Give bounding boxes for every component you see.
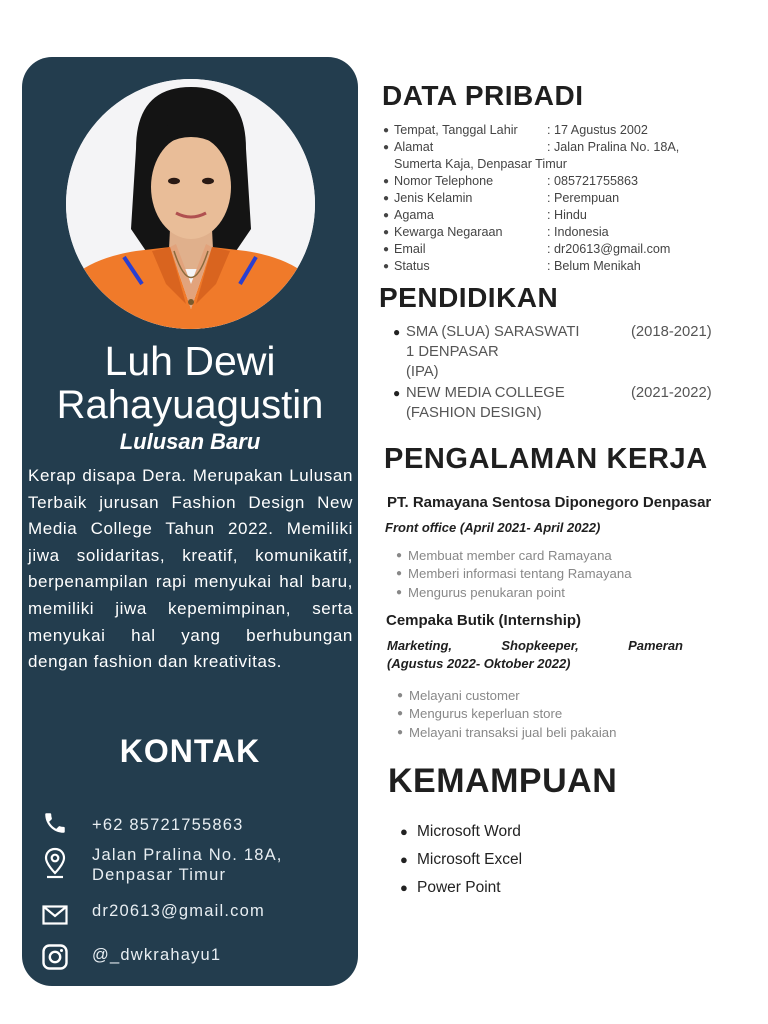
pendidikan-title: PENDIDIKAN bbox=[379, 282, 559, 313]
kemampuan-list bbox=[400, 818, 522, 902]
skill-item: ● Microsoft Excel bbox=[400, 851, 523, 868]
contact-instagram-text: @_dwkrahayu1 bbox=[92, 946, 222, 964]
contact-email-text: dr20613@gmail.com bbox=[92, 902, 265, 920]
contact-address-line2: Denpasar Timur bbox=[92, 866, 227, 884]
job1-role: Front office (April 2021- April 2022) bbox=[385, 520, 601, 535]
instagram-icon bbox=[40, 942, 70, 972]
task-item: ● Melayani transaksi jual beli pakaian bbox=[397, 724, 617, 740]
data-item: ● Nomor Telephone : 085721755863 bbox=[383, 174, 639, 188]
job2-company: Cempaka Butik (Internship) bbox=[386, 612, 582, 629]
pendidikan-list bbox=[393, 322, 733, 424]
data-pribadi-list bbox=[383, 122, 713, 275]
education-item: ● NEW MEDIA COLLEGE (FASHION DESIGN) (2021-2022) bbox=[393, 385, 712, 421]
education-years: (2021-2022) bbox=[631, 385, 712, 401]
contact-phone-text: +62 85721755863 bbox=[92, 816, 244, 834]
education-item: ● SMA (SLUA) SARASWATI 1 DENPASAR (IPA) (2018-2021) bbox=[393, 324, 712, 380]
name-last: Rahayuagustin bbox=[56, 383, 324, 427]
data-item: ● Alamat : Jalan Pralina No. 18A, Sumerta Kaja, Denpasar Timur bbox=[383, 140, 680, 171]
kontak-title: KONTAK bbox=[119, 733, 261, 769]
profile-subtitle: Lulusan Baru bbox=[119, 429, 261, 454]
data-item: ● Jenis Kelamin : Perempuan bbox=[383, 191, 620, 205]
data-item: ● Kewarga Negaraan : Indonesia bbox=[383, 225, 609, 239]
phone-icon bbox=[40, 808, 70, 838]
sidebar-panel bbox=[22, 57, 358, 986]
name-first: Luh Dewi bbox=[104, 338, 276, 384]
education-years: (2018-2021) bbox=[631, 324, 712, 340]
contact-address-line1: Jalan Pralina No. 18A, bbox=[92, 846, 283, 864]
contact-instagram bbox=[40, 942, 340, 986]
job2-tasks bbox=[397, 687, 616, 742]
data-item: ● Email : dr20613@gmail.com bbox=[383, 242, 671, 256]
portrait-illustration bbox=[66, 79, 315, 329]
job2-period: (Agustus 2022- Oktober 2022) bbox=[387, 656, 571, 671]
skill-item: ● Power Point bbox=[400, 879, 501, 896]
contact-address bbox=[40, 845, 340, 889]
task-item: ● Mengurus penukaran point bbox=[396, 584, 565, 600]
pengalaman-title: PENGALAMAN KERJA bbox=[384, 443, 708, 475]
data-pribadi-title: DATA PRIBADI bbox=[382, 80, 584, 111]
task-item: ● Membuat member card Ramayana bbox=[396, 548, 612, 563]
job1-tasks bbox=[396, 547, 632, 602]
task-item: ● Memberi informasi tentang Ramayana bbox=[396, 566, 632, 582]
map-pin-icon bbox=[40, 848, 70, 878]
task-item: ● Mengurus keperluan store bbox=[397, 706, 563, 722]
job1-company: PT. Ramayana Sentosa Diponegoro Denpasar bbox=[387, 494, 712, 511]
data-item: ● Tempat, Tanggal Lahir : 17 Agustus 2002 bbox=[383, 123, 648, 137]
data-item: ● Agama : Hindu bbox=[383, 208, 587, 222]
kemampuan-title: KEMAMPUAN bbox=[388, 762, 618, 800]
task-item: ● Melayani customer bbox=[397, 688, 520, 703]
profile-photo bbox=[66, 79, 315, 329]
mail-icon bbox=[40, 900, 70, 930]
skill-item: ● Microsoft Word bbox=[400, 823, 521, 840]
data-item: ● Status : Belum Menikah bbox=[383, 259, 641, 273]
job2-role: Marketing, Shopkeeper, Pameran bbox=[387, 638, 683, 653]
contact-email bbox=[40, 900, 340, 944]
profile-bio: Kerap disapa Dera. Merupakan Lulusan Terbaik jurusan Fashion Design New Media College Tahun 2022. Memiliki jiwa solidaritas, kreatif, komunikatif, berpenampilan rapi menyukai hal baru, memiliki jiwa kepemimpinan, serta menyukai hal yang berhubungan dengan fashion dan kreativitas. bbox=[28, 466, 353, 672]
